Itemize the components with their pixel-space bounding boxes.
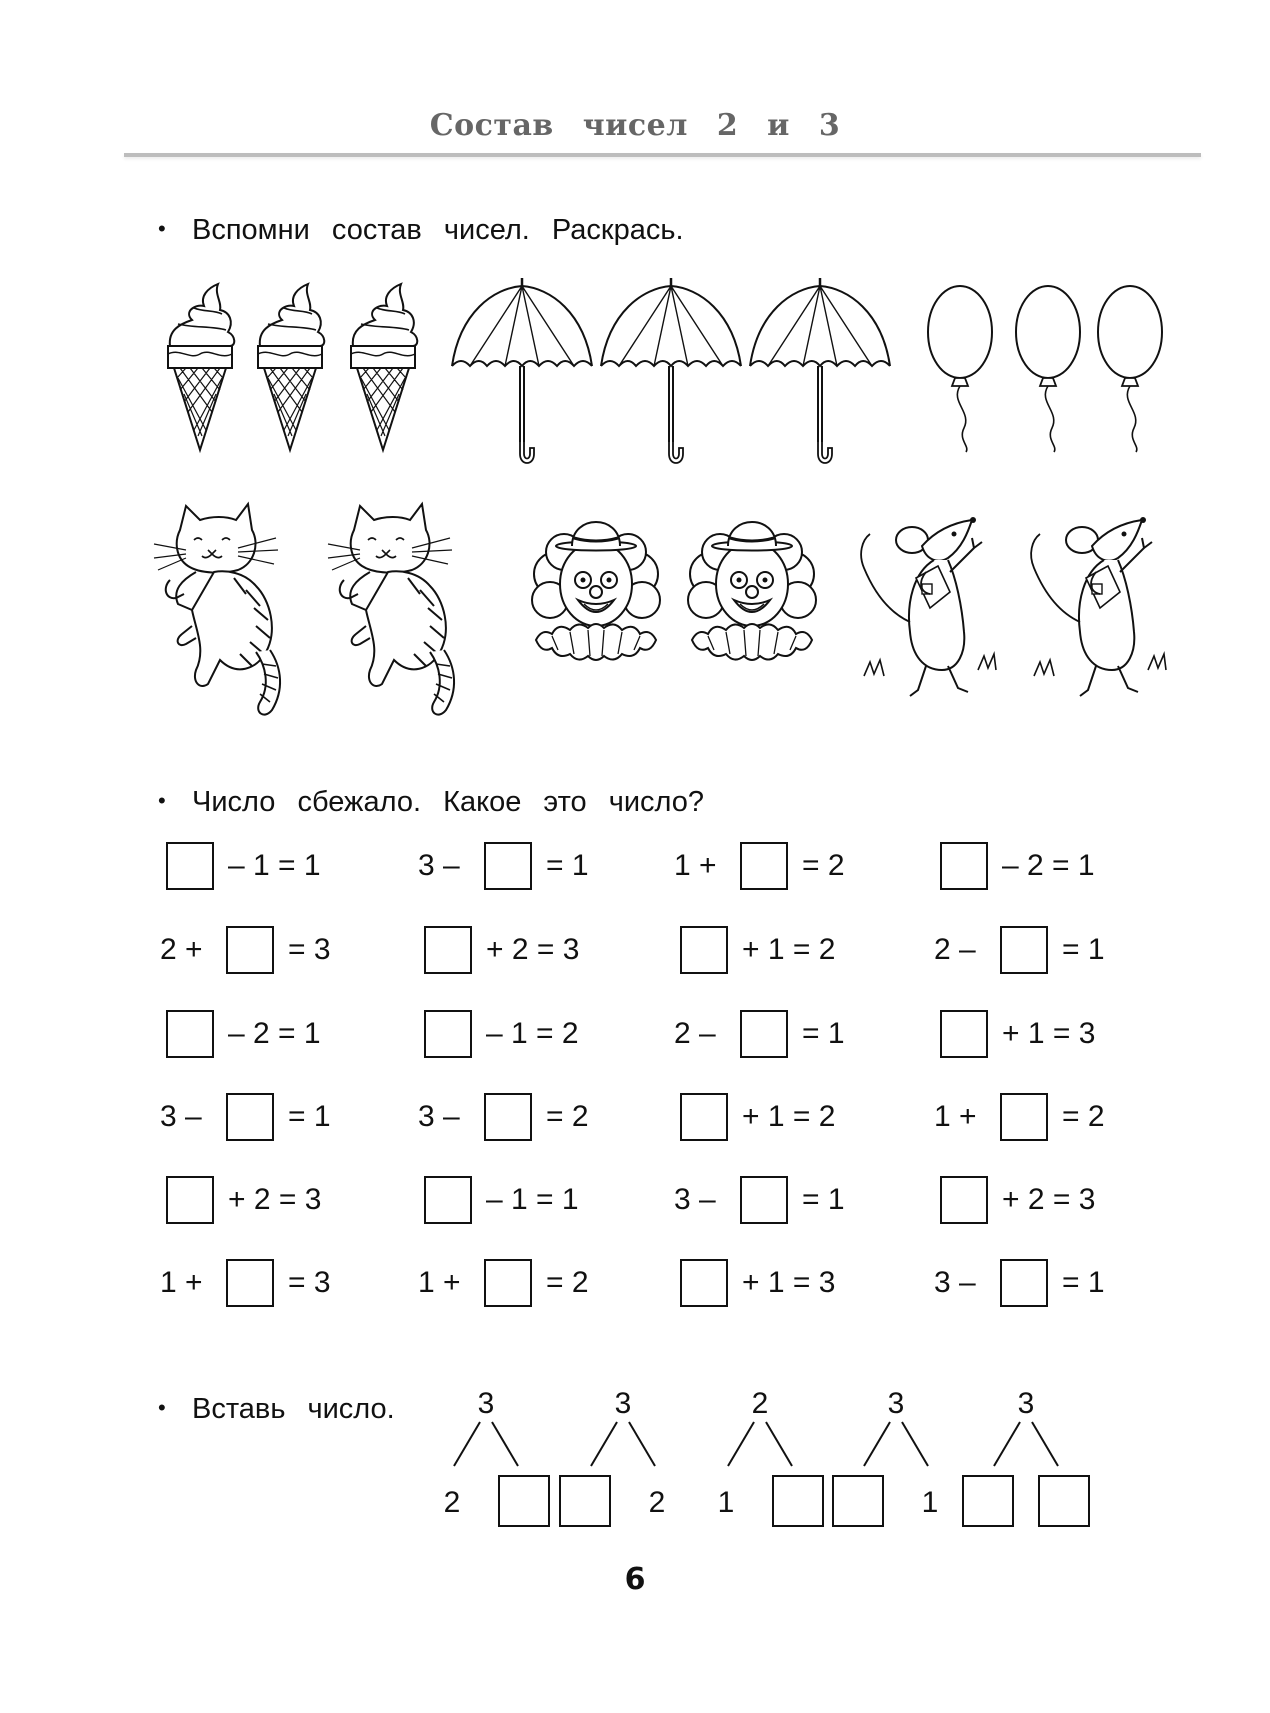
equation-right-part: = 2 [802, 849, 845, 882]
equation-right-part: = 2 [1062, 1100, 1105, 1133]
tree-answer-box[interactable] [560, 1476, 610, 1526]
equation-right-part: + 2 = 3 [486, 933, 580, 966]
tree-total: 3 [887, 1387, 905, 1420]
instruction-text: Вставь число. [192, 1393, 395, 1425]
tree-branch [1032, 1422, 1058, 1466]
tree-branch [994, 1422, 1020, 1466]
tree-answer-box[interactable] [773, 1476, 823, 1526]
equation-right-part: = 1 [546, 849, 589, 882]
equation-right-part: = 1 [288, 1100, 331, 1133]
equation-left-part: 2 + [160, 933, 203, 966]
tree-branch [902, 1422, 928, 1466]
number-tree [560, 1387, 665, 1526]
tree-total: 2 [751, 1387, 769, 1420]
equation-left-part: 3 – [160, 1100, 202, 1133]
bullet: • [158, 788, 166, 813]
tree-branch [591, 1422, 617, 1466]
equation-left-part: 2 – [674, 1017, 716, 1050]
equation-right-part: + 1 = 3 [1002, 1017, 1096, 1050]
bullet: • [158, 1395, 166, 1420]
equation-right-part: = 1 [802, 1183, 845, 1216]
equation-left-part: 3 – [934, 1266, 976, 1299]
tree-total: 3 [614, 1387, 632, 1420]
tree-branch [629, 1422, 655, 1466]
number-tree [718, 1387, 823, 1526]
equation-right-part: + 1 = 3 [742, 1266, 836, 1299]
number-tree [444, 1387, 549, 1526]
equation-left-part: 2 – [934, 933, 976, 966]
page-number: 6 [624, 1562, 646, 1597]
tree-answer-box[interactable] [1039, 1476, 1089, 1526]
tree-branch [728, 1422, 754, 1466]
equation-left-part: 3 – [418, 1100, 460, 1133]
equation-right-part: – 2 = 1 [1002, 849, 1095, 882]
equation-right-part: + 2 = 3 [228, 1183, 322, 1216]
equation-right-part: + 1 = 2 [742, 1100, 836, 1133]
equation-left-part: 1 + [934, 1100, 977, 1133]
equation-right-part: + 1 = 2 [742, 933, 836, 966]
tree-answer-box[interactable] [499, 1476, 549, 1526]
tree-part-number: 2 [648, 1486, 666, 1519]
equation-left-part: 1 + [674, 849, 717, 882]
equation-right-part: + 2 = 3 [1002, 1183, 1096, 1216]
equation-right-part: = 1 [1062, 1266, 1105, 1299]
instruction-text: Вспомни состав чисел. Раскрась. [192, 214, 684, 246]
equation-right-part: – 1 = 2 [486, 1017, 579, 1050]
equation-left-part: 1 + [160, 1266, 203, 1299]
equation-right-part: – 1 = 1 [228, 849, 321, 882]
equation-right-part: – 1 = 1 [486, 1183, 579, 1216]
equation-right-part: = 2 [546, 1266, 589, 1299]
equation-right-part: = 2 [546, 1100, 589, 1133]
equation-right-part: = 3 [288, 933, 331, 966]
tree-part-number: 2 [443, 1486, 461, 1519]
equation-right-part: = 3 [288, 1266, 331, 1299]
equation-right-part: = 1 [1062, 933, 1105, 966]
tree-part-number: 1 [921, 1486, 939, 1519]
tree-branch [864, 1422, 890, 1466]
bullet: • [158, 216, 166, 241]
equation-right-part: = 1 [802, 1017, 845, 1050]
tree-branch [492, 1422, 518, 1466]
instruction-text: Число сбежало. Какое это число? [192, 786, 705, 818]
number-tree [963, 1387, 1089, 1526]
equation-left-part: 3 – [418, 849, 460, 882]
tree-part-number: 1 [717, 1486, 735, 1519]
page-title: Состав чисел 2 и 3 [429, 108, 841, 143]
tree-total: 3 [477, 1387, 495, 1420]
tree-total: 3 [1017, 1387, 1035, 1420]
equation-left-part: 3 – [674, 1183, 716, 1216]
equation-left-part: 1 + [418, 1266, 461, 1299]
equation-right-part: – 2 = 1 [228, 1017, 321, 1050]
tree-branch [766, 1422, 792, 1466]
tree-answer-box[interactable] [833, 1476, 883, 1526]
tree-branch [454, 1422, 480, 1466]
tree-answer-box[interactable] [963, 1476, 1013, 1526]
number-tree [833, 1387, 938, 1526]
